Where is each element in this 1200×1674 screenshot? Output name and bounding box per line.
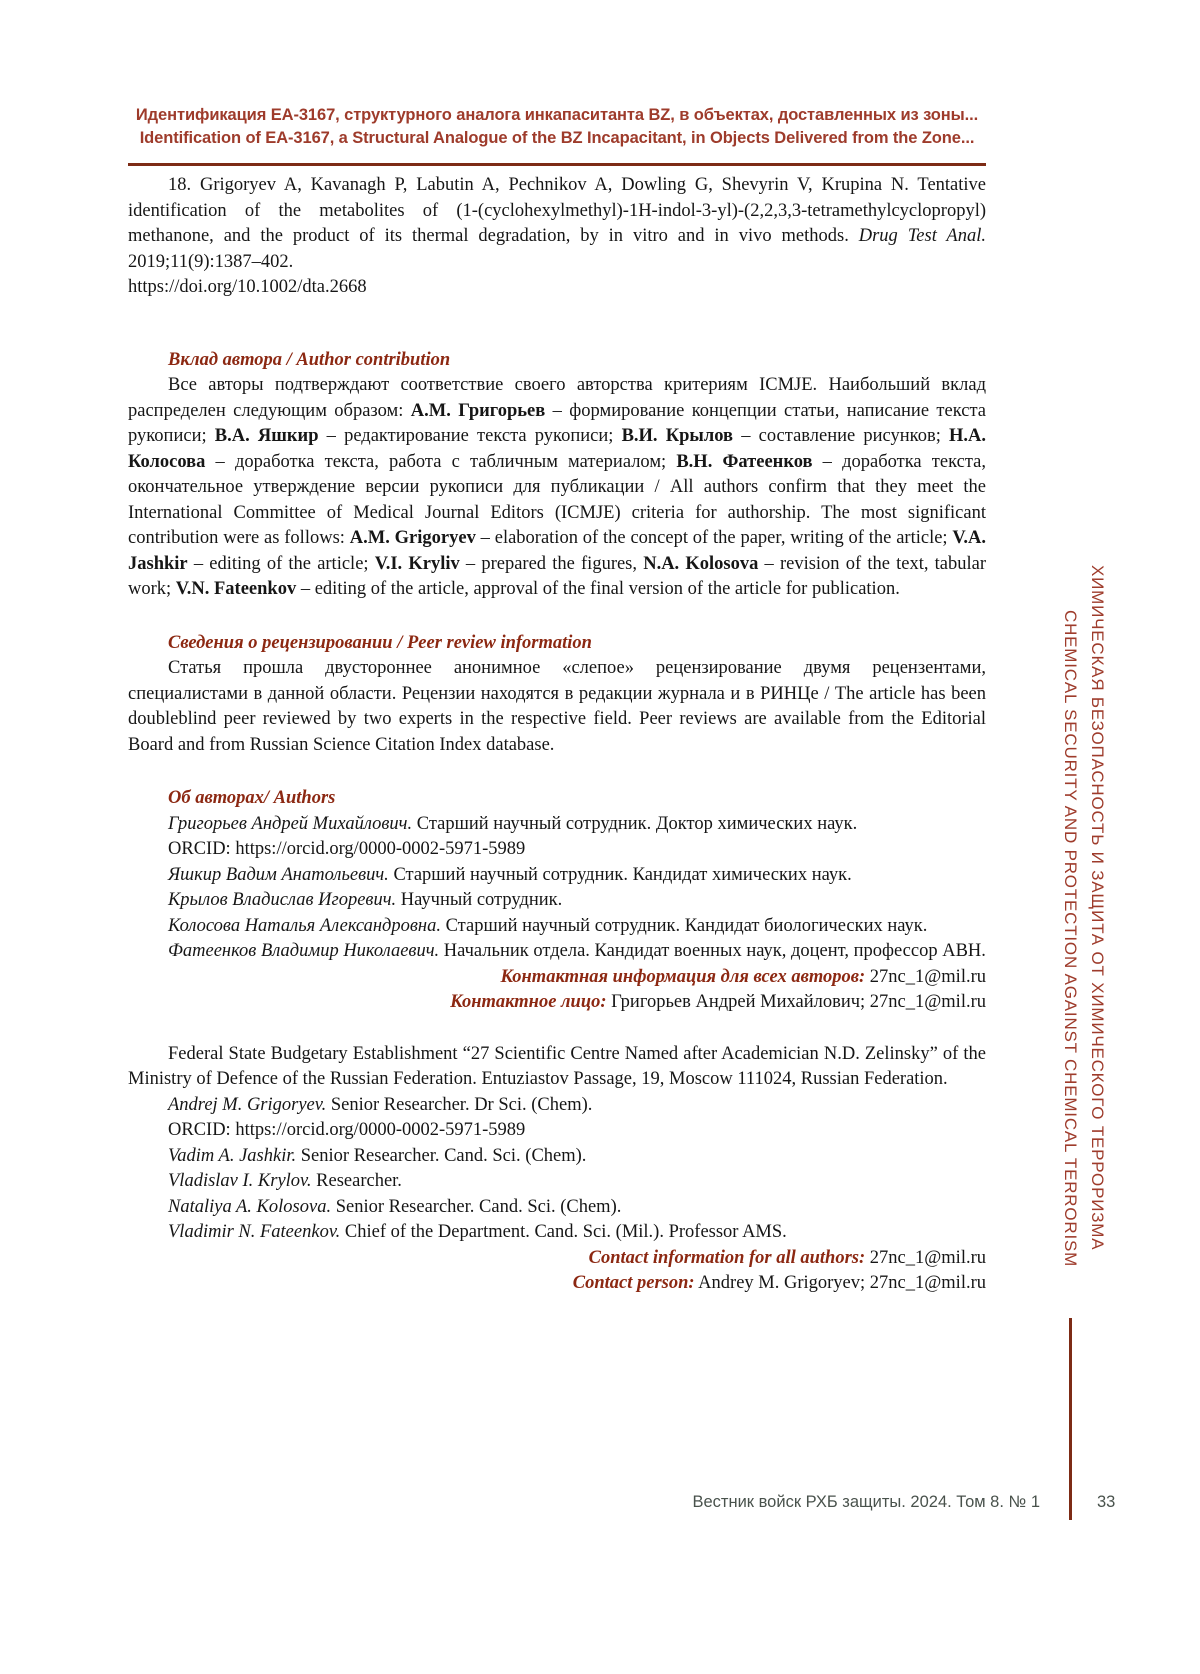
author-line-en: Andrej M. Grigoryev. Senior Researcher. Dr Sci. (Chem). bbox=[168, 1094, 593, 1115]
affiliation-en: Federal State Budgetary Establishment “27 Scientific Centre Named after Academician N.D. Zelinsky” of the Ministry of Defence of the Russian Federation. Entuziastov Passage, 19, Moscow 111024, Russian Federation. bbox=[128, 1043, 986, 1089]
author-line-en: Vladimir N. Fateenkov. Chief of the Department. Cand. Sci. (Mil.). Professor AMS. bbox=[168, 1222, 787, 1242]
author-orcid-ru: ORCID: https://orcid.org/0000-0002-5971-5989 bbox=[168, 839, 526, 859]
section-heading-author-contribution: Вклад автора / Author contribution bbox=[168, 349, 451, 370]
running-head-en: Identification of EA-3167, a Structural Analogue of the BZ Incapacitant, in Objects Delivered from the Zone... bbox=[139, 129, 975, 147]
author-orcid-en: ORCID: https://orcid.org/0000-0002-5971-5989 bbox=[168, 1120, 526, 1140]
journal-sidebar-title-ru: ХИМИЧЕСКАЯ БЕЗОПАСНОСТЬ И ЗАЩИТА ОТ ХИМИЧЕСКОГО ТЕРРОРИЗМА bbox=[1088, 565, 1107, 1251]
page-number: 33 bbox=[1097, 1493, 1116, 1511]
header-rule bbox=[128, 163, 986, 166]
footer-vertical-divider bbox=[1069, 1318, 1072, 1520]
author-line-ru: Яшкир Вадим Анатольевич. Старший научный сотрудник. Кандидат химических наук. bbox=[168, 864, 852, 885]
author-line-ru: Григорьев Андрей Михайлович. Старший научный сотрудник. Доктор химических наук. bbox=[168, 813, 858, 834]
authors-ru-block bbox=[128, 812, 986, 965]
authors-en-block bbox=[128, 1093, 986, 1246]
reference-18: 18. Grigoryev A, Kavanagh P, Labutin A, Pechnikov A, Dowling G, Shevyrin V, Krupina N. Tentative identification of the metabolites of (1-(cyclohexylmethyl)-1H-indol-3-yl)-(2,2,3,3-tetramethylcyclopropyl) methanone, and the product of its thermal degradation, by in vitro and in vivo methods. Drug Test Anal. 2019;11(9):1387–402. bbox=[128, 175, 987, 272]
page-content bbox=[128, 104, 986, 1297]
contact-person-en: Contact person: Andrey M. Grigoryev; 27nc_1@mil.ru bbox=[572, 1273, 986, 1293]
contact-person-ru: Контактное лицо: Григорьев Андрей Михайлович; 27nc_1@mil.ru bbox=[450, 992, 986, 1012]
author-line-en: Vadim A. Jashkir. Senior Researcher. Cand. Sci. (Chem). bbox=[168, 1145, 587, 1166]
contacts-en-block bbox=[128, 1246, 986, 1297]
author-line-ru: Фатеенков Владимир Николаевич. Начальник отдела. Кандидат военных наук, доцент, профессор АВН. bbox=[168, 941, 986, 961]
reference-18-doi: https://doi.org/10.1002/dta.2668 bbox=[128, 277, 367, 297]
contact-info-en: Contact information for all authors: 27nc_1@mil.ru bbox=[588, 1247, 986, 1268]
contacts-ru-block bbox=[128, 965, 986, 1016]
contact-info-ru: Контактная информация для всех авторов: 27nc_1@mil.ru bbox=[500, 966, 986, 987]
author-line-en: Vladislav I. Krylov. Researcher. bbox=[168, 1171, 402, 1191]
section-heading-peer-review: Сведения о рецензировании / Peer review information bbox=[168, 632, 592, 653]
author-line-en: Nataliya A. Kolosova. Senior Researcher. Cand. Sci. (Chem). bbox=[168, 1196, 622, 1217]
author-line-ru: Колосова Наталья Александровна. Старший научный сотрудник. Кандидат биологических наук. bbox=[168, 915, 928, 936]
author-line-ru: Крылов Владислав Игоревич. Научный сотрудник. bbox=[168, 890, 563, 910]
journal-sidebar-title-en: CHEMICAL SECURITY AND PROTECTION AGAINST CHEMICAL TERRORISM bbox=[1061, 610, 1080, 1268]
footer-journal-line: Вестник войск РХБ защиты. 2024. Том 8. № 1 bbox=[692, 1493, 1040, 1511]
author-contribution-text: Все авторы подтверждают соответствие своего авторства критериям ICMJE. Наибольший вклад распределен следующим образом: А.М. Григорьев – формирование концепции статьи, написание текста рукописи; В.А. Яшкир – редактирование текста рукописи; В.И. Крылов – составление рисунков; Н.А. Колосова – доработка текста, работа с табличным материалом; В.Н. Фатеенков – доработка текста, окончательное утверждение версии рукописи для публикации / All authors confirm that they meet the International Committee of Medical Journal Editors (ICMJE) criteria for authorship. The most significant contribution were as follows: A.M. Grigoryev – elaboration of the concept of the paper, writing of the article; V.A. Jashkir – editing of the article; V.I. Kryliv – prepared the figures, N.A. Kolosova – revision of the text, tabular work; V.N. Fateenkov – editing of the article, approval of the final version of the article for publication. bbox=[128, 375, 987, 599]
running-head-ru: Идентификация ЕА-3167, структурного аналога инкапаситанта BZ, в объектах, доставленных из зоны... bbox=[135, 106, 979, 124]
peer-review-text: Статья прошла двустороннее анонимное «слепое» рецензирование двумя рецензентами, специалистами в данной области. Рецензии находятся в редакции журнала и в РИНЦе / The article has been doubleblind peer reviewed by two experts in the respective field. Peer reviews are available from the Editorial Board and from Russian Science Citation Index database. bbox=[128, 658, 986, 755]
running-head bbox=[128, 104, 986, 150]
section-heading-authors: Об авторах/ Authors bbox=[168, 788, 336, 808]
